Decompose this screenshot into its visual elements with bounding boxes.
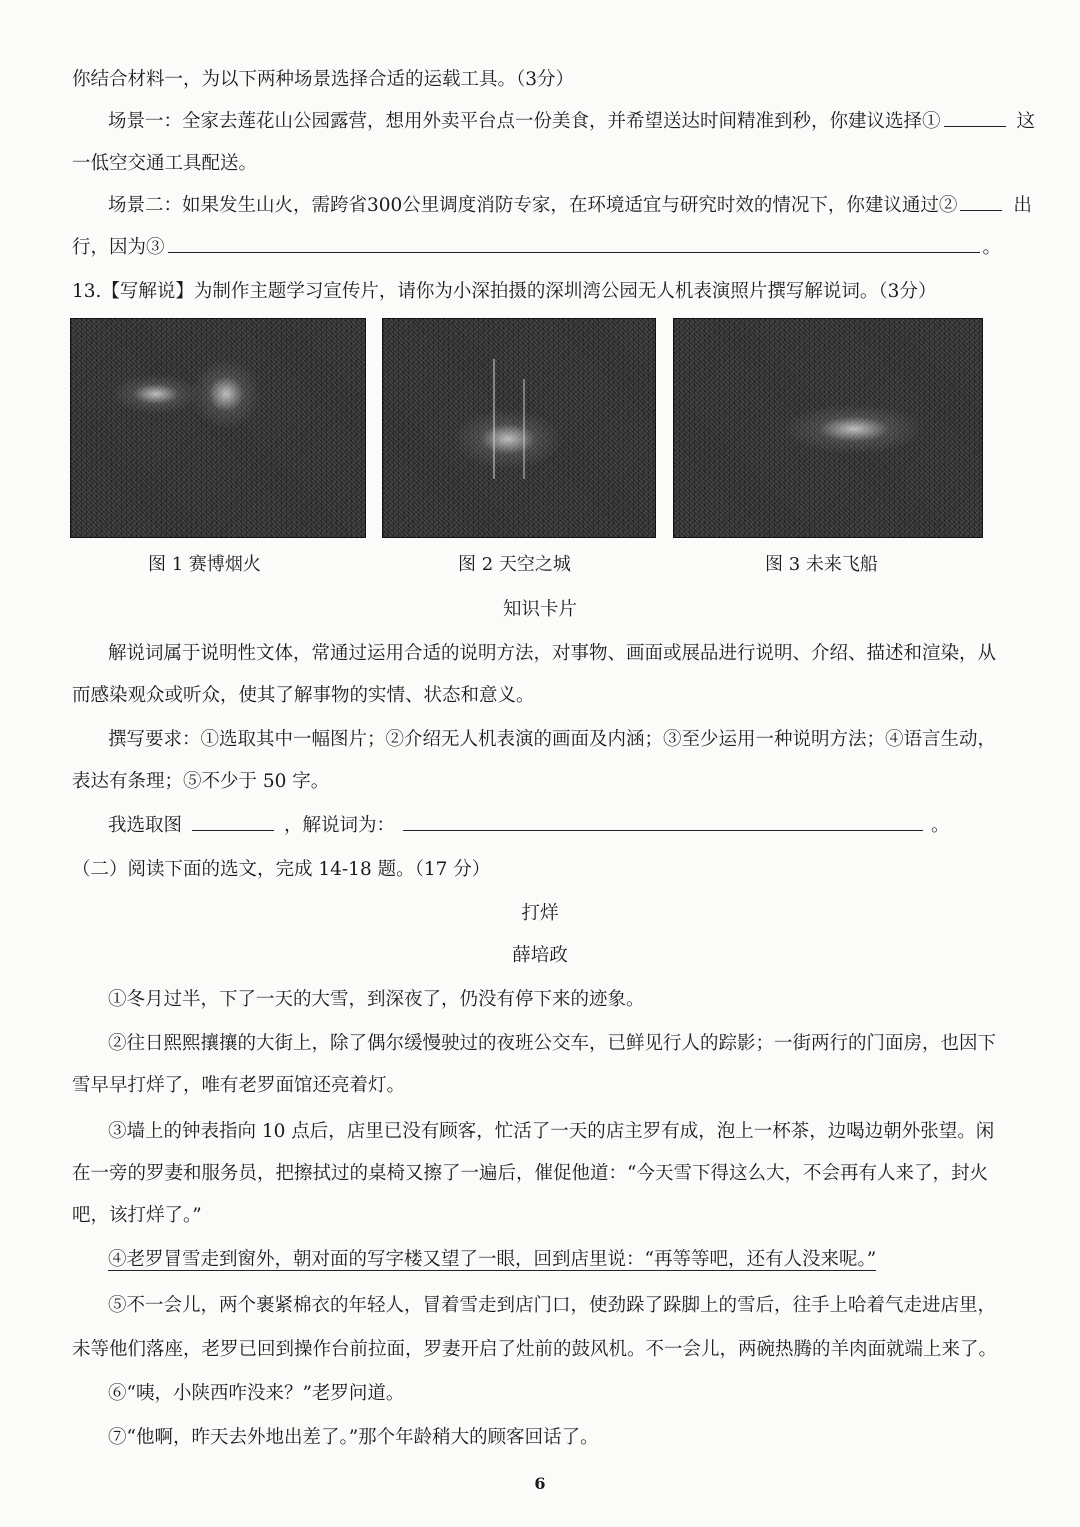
paragraph-5-cont: 未等他们落座，老罗已回到操作台前拉面，罗妻开启了灶前的鼓风机。不一会儿，两碗热腾的羊肉面就端上来了。 (72, 1339, 998, 1360)
paragraph-1: ①冬月过半，下了一天的大雪，到深夜了，仍没有停下来的迹象。 (108, 989, 645, 1010)
requirements-line-2: 表达有条理；⑤不少于 50 字。 (72, 771, 330, 792)
section2-heading: （二）阅读下面的选文，完成 14-18 题。（17 分） (72, 859, 491, 880)
requirements-line-1: 撰写要求：①选取其中一幅图片；②介绍无人机表演的画面及内涵；③至少运用一种说明方法；④语言生动， (108, 729, 997, 750)
q12-scene1-cont: 一低空交通工具配送。 (72, 153, 258, 174)
paragraph-2-cont: 雪早早打烊了，唯有老罗面馆还亮着灯。 (72, 1075, 406, 1096)
q12-scene2-line (108, 192, 1032, 220)
q12-scene1-text: 场景一：全家去莲花山公园露营，想用外卖平台点一份美食，并希望送达时间精准到秒，你建议选择① (108, 111, 941, 132)
q12-scene1-line (108, 108, 1036, 136)
page-number: 6 (534, 1474, 546, 1493)
answer-blank-3[interactable] (168, 234, 980, 253)
q12-scene2-reason-label: 行，因为③ (72, 237, 165, 258)
q12-scene2-text: 场景二：如果发生山火，需跨省300公里调度消防专家，在环境适宜与研究时效的情况下，你建议通过② (108, 195, 958, 216)
paragraph-4-underlined (108, 1246, 876, 1274)
paragraph-2: ②往日熙熙攘攘的大街上，除了偶尔缓慢驶过的夜班公交车，已鲜见行人的踪影；一街两行的门面房，也因下 (108, 1033, 997, 1054)
knowledge-card-title: 知识卡片 (502, 599, 577, 620)
q12-scene2-cont (72, 234, 1012, 262)
knowledge-card-line-2: 而感染观众或听众，使其了解事物的实情、状态和意义。 (72, 685, 535, 706)
paragraph-4-text: ④老罗冒雪走到窗外，朝对面的写字楼又望了一眼，回到店里说：“再等等吧，还有人没来呢。” (108, 1249, 877, 1270)
answer-end-mark: 。 (931, 815, 950, 836)
paragraph-3-end: 吧，该打烊了。” (72, 1205, 202, 1226)
paragraph-7: ⑦“他啊，昨天去外地出差了。”那个年龄稍大的顾客回话了。 (108, 1427, 599, 1448)
q12-intro: 你结合材料一，为以下两种场景选择合适的运载工具。（3分） (72, 69, 575, 90)
figure-2-caption: 图 2 天空之城 (458, 554, 571, 575)
figure-3-caption: 图 3 未来飞船 (765, 554, 878, 575)
q12-scene2-tail: 出 (1013, 195, 1032, 216)
q13-heading: 13.【写解说】为制作主题学习宣传片，请你为小深拍摄的深圳湾公园无人机表演照片撰写解说词。（3分） (72, 281, 937, 302)
answer-choose-label: 我选取图 (108, 815, 183, 836)
q12-scene1-tail: 这 (1016, 111, 1036, 132)
answer-blank-1[interactable] (944, 108, 1006, 127)
article-author: 薛培政 (512, 945, 568, 966)
figure-1-caption: 图 1 赛博烟火 (148, 554, 261, 575)
photo-future-ship (673, 318, 983, 538)
paragraph-3-cont: 在一旁的罗妻和服务员，把擦拭过的桌椅又擦了一遍后，催促他道：“今天雪下得这么大，不会再有人来了，封火 (72, 1163, 988, 1184)
answer-commentary-blank[interactable] (403, 812, 923, 831)
photo-cyber-fireworks (70, 318, 366, 538)
answer-figure-blank[interactable] (192, 812, 274, 831)
paragraph-3: ③墙上的钟表指向 10 点后，店里已没有顾客，忙活了一天的店主罗有成，泡上一杯茶，边喝边朝外张望。闲 (108, 1121, 995, 1142)
knowledge-card-line-1: 解说词属于说明性文体，常通过运用合适的说明方法，对事物、画面或展品进行说明、介绍、描述和渲染，从 (108, 643, 997, 664)
paragraph-5: ⑤不一会儿，两个裹紧棉衣的年轻人，冒着雪走到店门口，使劲跺了跺脚上的雪后，往手上哈着气走进店里， (108, 1295, 997, 1316)
paragraph-6: ⑥“咦，小陕西咋没来？”老罗问道。 (108, 1383, 405, 1404)
photo-sky-city (382, 318, 656, 538)
answer-commentary-label: ，解说词为： (284, 815, 396, 836)
q12-end-mark: 。 (982, 237, 1002, 258)
q13-answer-line (108, 812, 1013, 840)
answer-blank-2[interactable] (960, 192, 1002, 211)
article-title: 打烊 (521, 903, 559, 924)
